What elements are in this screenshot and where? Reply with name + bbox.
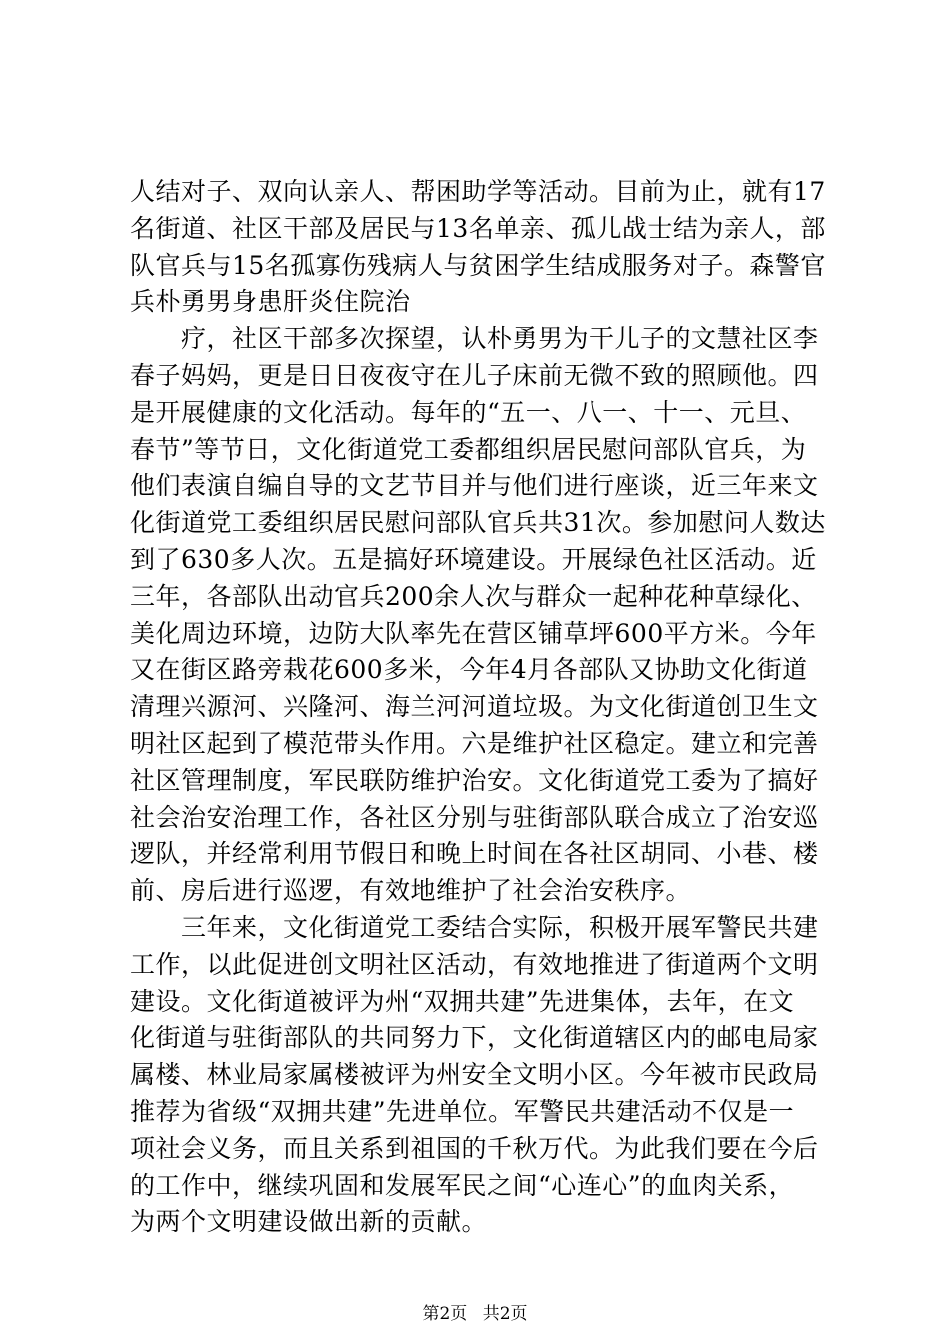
text-line: 到了630多人次。五是搞好环境建设。开展绿色社区活动。近 <box>130 544 817 574</box>
text-line: 清理兴源河、兴隆河、海兰河河道垃圾。为文化街道创卫生文 <box>130 692 819 722</box>
text-line: 推荐为省级“双拥共建”先进单位。军警民共建活动不仅是一 <box>130 1096 795 1126</box>
page-number: 第2页 <box>422 1304 468 1324</box>
text-line: 是开展健康的文化活动。每年的“五一、八一、十一、元旦、 <box>130 397 807 427</box>
page-total: 共2页 <box>482 1304 528 1324</box>
text-line: 人结对子、双向认亲人、帮困助学等活动。目前为止，就有17 <box>130 177 826 206</box>
text-line: 的工作中，继续巩固和发展军民之间“心连心”的血肉关系， <box>130 1170 795 1200</box>
body-text <box>130 174 826 1241</box>
text-line: 前、房后进行巡逻，有效地维护了社会治安秩序。 <box>130 876 692 906</box>
text-line: 社会治安治理工作，各社区分别与驻街部队联合成立了治安巡 <box>130 802 819 832</box>
text-line: 工作，以此促进创文明社区活动，有效地推进了街道两个文明 <box>130 949 819 979</box>
text-line: 疗，社区干部多次探望，认朴勇男为干儿子的文慧社区李 <box>130 324 819 354</box>
text-line: 建设。文化街道被评为州“双拥共建”先进集体，去年，在文 <box>130 986 795 1016</box>
text-line: 队官兵与15名孤寡伤残病人与贫困学生结成服务对子。森警官 <box>130 250 826 280</box>
text-line: 化街道与驻街部队的共同努力下，文化街道辖区内的邮电局家 <box>130 1023 819 1053</box>
text-line: 化街道党工委组织居民慰问部队官兵共31次。参加慰问人数达 <box>130 508 826 538</box>
text-line: 明社区起到了模范带头作用。六是维护社区稳定。建立和完善 <box>130 728 819 758</box>
text-line: 三年来，文化街道党工委结合实际，积极开展军警民共建 <box>130 912 819 942</box>
text-line: 又在街区路旁栽花600多米，今年4月各部队又协助文化街道 <box>130 655 808 685</box>
text-line: 项社会义务，而且关系到祖国的千秋万代。为此我们要在今后 <box>130 1133 819 1163</box>
text-line: 社区管理制度，军民联防维护治安。文化街道党工委为了搞好 <box>130 765 819 795</box>
text-line: 为两个文明建设做出新的贡献。 <box>130 1207 488 1237</box>
text-line: 春子妈妈，更是日日夜夜守在儿子床前无微不致的照顾他。四 <box>130 360 819 390</box>
text-line: 名街道、社区干部及居民与13名单亲、孤儿战士结为亲人，部 <box>130 213 826 243</box>
text-line: 三年，各部队出动官兵200余人次与群众一起种花种草绿化、 <box>130 581 817 611</box>
page-footer <box>0 1304 950 1324</box>
text-line: 逻队，并经常利用节假日和晚上时间在各社区胡同、小巷、楼 <box>130 839 819 869</box>
text-line: 春节”等节日，文化街道党工委都组织居民慰问部队官兵，为 <box>130 434 807 464</box>
text-line: 兵朴勇男身患肝炎住院治 <box>130 287 411 317</box>
text-line: 美化周边环境，边防大队率先在营区铺草坪600平方米。今年 <box>130 618 817 648</box>
text-line: 属楼、林业局家属楼被评为州安全文明小区。今年被市民政局 <box>130 1060 819 1090</box>
text-line: 他们表演自编自导的文艺节目并与他们进行座谈，近三年来文 <box>130 471 819 501</box>
